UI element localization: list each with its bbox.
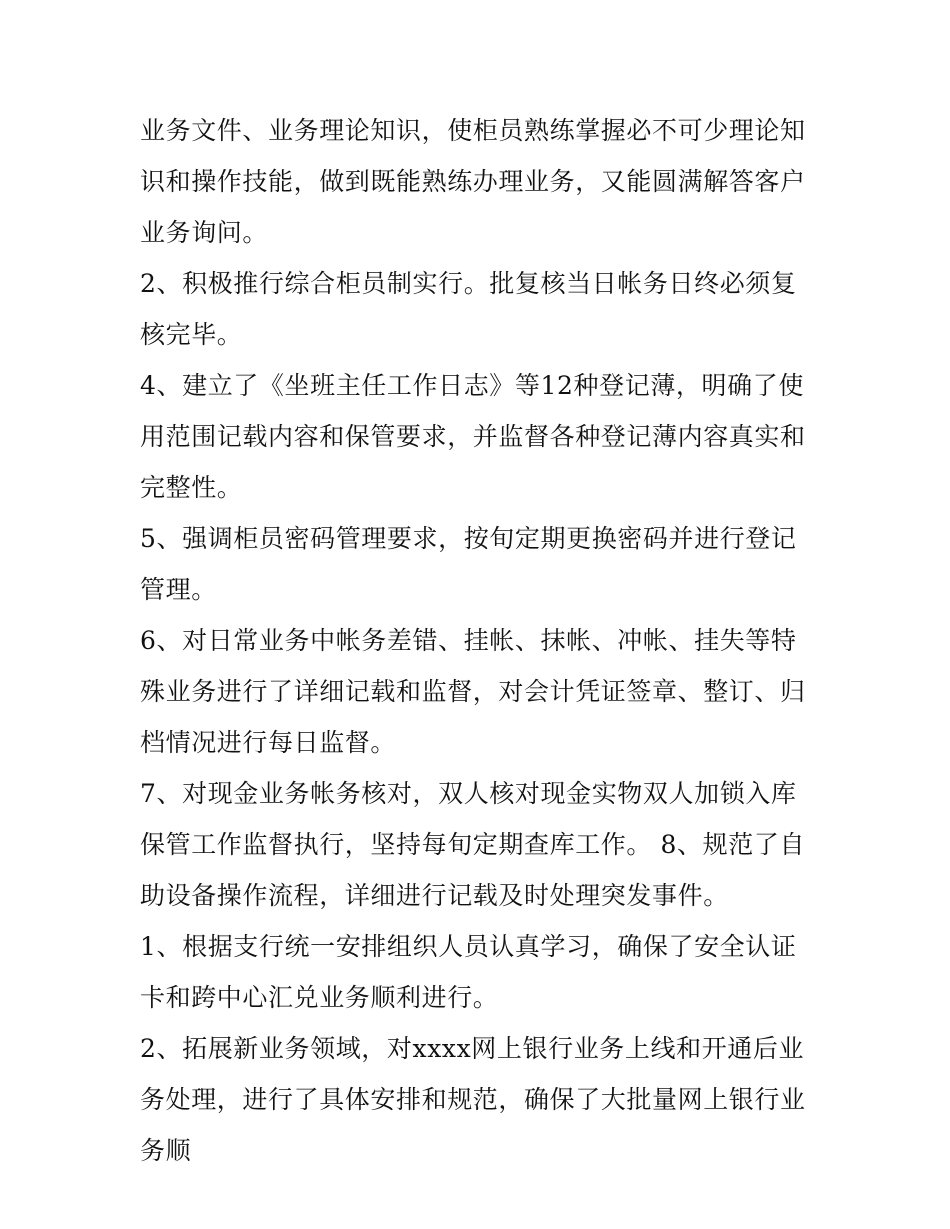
document-body — [140, 105, 820, 1176]
paragraph-item-7-cash-check: 7、对现金业务帐务核对，双人核对现金实物双人加锁入库保管工作监督执行，坚持每旬定期查库工作。 8、规范了自助设备操作流程，详细进行记载及时处理突发事件。 — [140, 779, 806, 910]
paragraph-item-5-passwords: 5、强调柜员密码管理要求，按旬定期更换密码并进行登记管理。 — [140, 524, 797, 604]
paragraph-item-1-training: 1、根据支行统一安排组织人员认真学习，确保了安全认证卡和跨中心汇兑业务顺利进行。 — [140, 932, 797, 1012]
paragraph-item-4-registers: 4、建立了《坐班主任工作日志》等12种登记薄，明确了使用范围记载内容和保管要求，并监督各种登记薄内容真实和完整性。 — [140, 371, 806, 502]
paragraph-item-2-online-banking: 2、拓展新业务领域，对xxxx网上银行业务上线和开通后业务处理，进行了具体安排和规范，确保了大批量网上银行业务顺 — [140, 1034, 806, 1165]
paragraph-item-2-teller-system: 2、积极推行综合柜员制实行。批复核当日帐务日终必须复核完毕。 — [140, 269, 797, 349]
paragraph-business-knowledge: 业务文件、业务理论知识，使柜员熟练掌握必不可少理论知识和操作技能，做到既能熟练办理业务，又能圆满解答客户业务询问。 — [140, 116, 806, 247]
paragraph-item-6-special-business: 6、对日常业务中帐务差错、挂帐、抹帐、冲帐、挂失等特殊业务进行了详细记载和监督，对会计凭证签章、整订、归档情况进行每日监督。 — [140, 626, 806, 757]
